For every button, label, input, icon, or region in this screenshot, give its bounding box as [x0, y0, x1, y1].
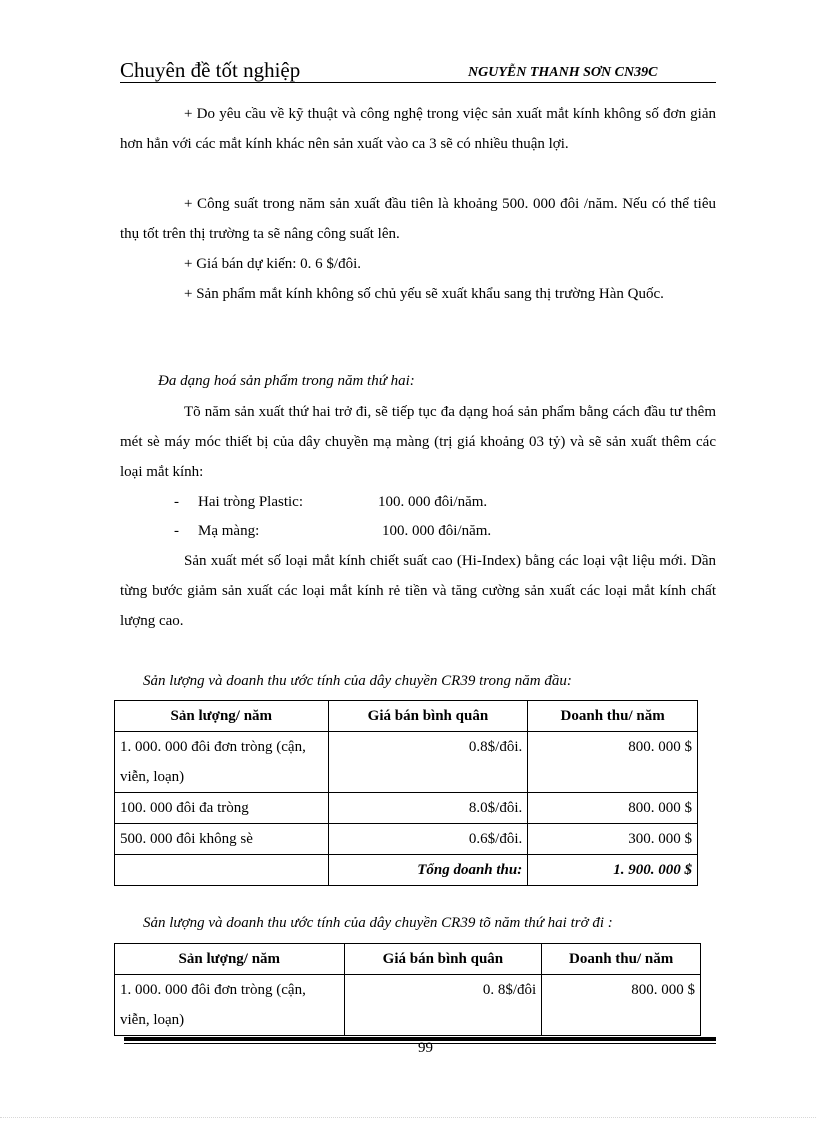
table-cell: 300. 000 $ — [528, 824, 698, 855]
table-cell: 0. 8$/đôi — [344, 975, 542, 1036]
column-header: Sản lượng/ năm — [115, 944, 345, 975]
table1 — [114, 700, 698, 886]
list-dash: - — [174, 494, 179, 510]
table-cell: 0.8$/đôi. — [328, 732, 528, 793]
table-total-row — [115, 855, 698, 886]
page-number: 99 — [418, 1040, 433, 1056]
paragraph-export: + Sản phẩm mắt kính không số chủ yếu sẽ xuất khẩu sang thị trường Hàn Quốc. — [184, 286, 664, 302]
table2-caption: Sản lượng và doanh thu ước tính của dây chuyền CR39 tõ năm thứ hai trở đi : — [143, 915, 613, 931]
table-row — [115, 975, 701, 1036]
list-item-name: Mạ màng: — [198, 523, 260, 539]
table-row — [115, 732, 698, 793]
table-cell: 1. 000. 000 đôi đơn tròng (cận, viễn, loạn) — [115, 732, 329, 793]
author-name: NGUYỄN THANH SƠN CN39C — [468, 65, 658, 80]
paragraph-requirements: + Do yêu cầu về kỹ thuật và công nghệ trong việc sản xuất mắt kính không số đơn giản hơn hẳn với các mắt kính khác nên sản xuất vào ca 3 sẽ có nhiều thuận lợi. — [120, 106, 716, 152]
table1-caption: Sản lượng và doanh thu ước tính của dây chuyền CR39 trong năm đầu: — [143, 673, 572, 689]
header-rule — [120, 82, 716, 83]
column-header: Giá bán bình quân — [328, 701, 528, 732]
table-cell: 8.0$/đôi. — [328, 793, 528, 824]
column-header: Giá bán bình quân — [344, 944, 542, 975]
table-cell: 100. 000 đôi đa tròng — [115, 793, 329, 824]
table-cell: 500. 000 đôi không sè — [115, 824, 329, 855]
table-header-row — [115, 944, 701, 975]
list-item-qty: 100. 000 đôi/năm. — [382, 523, 492, 539]
table-cell: 800. 000 $ — [542, 975, 701, 1036]
table-cell: 1. 000. 000 đôi đơn tròng (cận, viễn, loạn) — [115, 975, 345, 1036]
table-cell: 800. 000 $ — [528, 793, 698, 824]
list-item-qty: 100. 000 đôi/năm. — [378, 494, 488, 510]
table-row — [115, 793, 698, 824]
paragraph-diversification: Tõ năm sản xuất thứ hai trở đi, sẽ tiếp tục đa dạng hoá sản phẩm bằng cách đầu tư thêm mét sè máy móc thiết bị của dây chuyền mạ màng (trị giá khoảng 03 tỷ) và sẽ sản xuất thêm các loại mắt kính: — [120, 404, 716, 480]
table-cell — [115, 855, 329, 886]
paragraph-price: + Giá bán dự kiến: 0. 6 $/đôi. — [184, 256, 361, 272]
list-item-name: Hai tròng Plastic: — [198, 494, 303, 510]
column-header: Sản lượng/ năm — [115, 701, 329, 732]
table2 — [114, 943, 701, 1036]
paragraph-capacity: + Công suất trong năm sản xuất đầu tiên là khoảng 500. 000 đôi /năm. Nếu có thể tiêu thụ tốt trên thị trường ta sẽ nâng công suất lên. — [120, 196, 716, 242]
paragraph-hi-index: Sản xuất mét số loại mắt kính chiết suất cao (Hi-Index) bằng các loại vật liệu mới. Dần từng bước giảm sản xuất các loại mắt kính rẻ tiền và tăng cường sản xuất các loại mắt kính chất lượng cao. — [120, 553, 716, 629]
total-label: Tổng doanh thu: — [328, 855, 528, 886]
table-header-row — [115, 701, 698, 732]
total-value: 1. 900. 000 $ — [528, 855, 698, 886]
list-dash: - — [174, 523, 179, 539]
page-edge-divider — [0, 1117, 816, 1118]
column-header: Doanh thu/ năm — [542, 944, 701, 975]
subheading-diversification: Đa dạng hoá sản phẩm trong năm thứ hai: — [158, 373, 415, 389]
table-cell: 800. 000 $ — [528, 732, 698, 793]
table-row — [115, 824, 698, 855]
document-title: Chuyên đề tốt nghiệp — [120, 58, 301, 82]
column-header: Doanh thu/ năm — [528, 701, 698, 732]
table-cell: 0.6$/đôi. — [328, 824, 528, 855]
